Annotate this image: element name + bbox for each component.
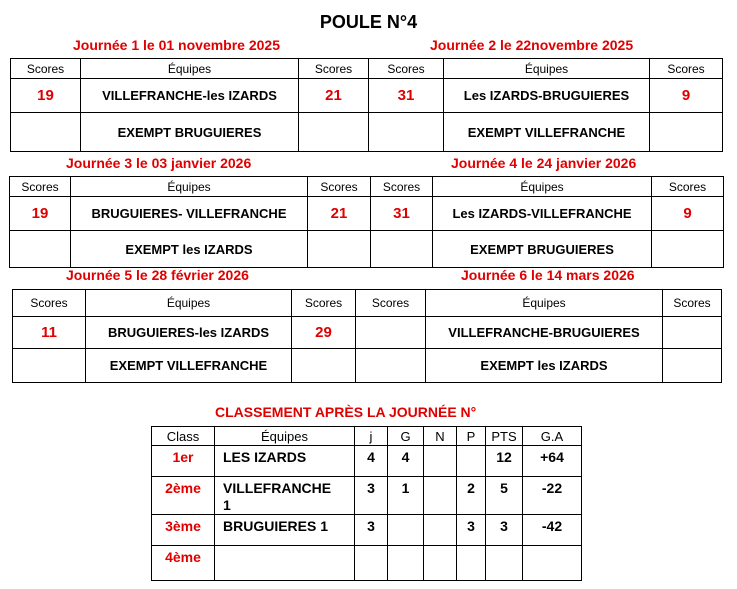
score-right: 29 (292, 317, 356, 349)
teams-header: Équipes (86, 290, 292, 317)
scores-header: Scores (369, 59, 444, 79)
team-name: VILLEFRANCHE 1 (215, 477, 355, 515)
journee-1-table (10, 58, 369, 152)
lost (457, 446, 486, 477)
exempt-team: EXEMPT les IZARDS (426, 349, 663, 383)
col-header-class: Class (152, 427, 215, 446)
points: 5 (486, 477, 523, 515)
match-teams: BRUGUIERES- VILLEFRANCHE (71, 197, 308, 231)
col-header-teams: Équipes (215, 427, 355, 446)
match-teams: Les IZARDS-BRUGUIERES (444, 79, 650, 113)
score-left: 19 (11, 79, 81, 113)
exempt-team: EXEMPT BRUGUIERES (81, 113, 299, 152)
journee-4-table (370, 176, 724, 268)
journee-3-title: Journée 3 le 03 janvier 2026 (66, 155, 252, 171)
match-teams: BRUGUIERES-les IZARDS (86, 317, 292, 349)
score-right: 9 (650, 79, 723, 113)
goal-average (523, 546, 582, 581)
points (486, 546, 523, 581)
col-header-g: G (388, 427, 424, 446)
rank: 3ème (152, 515, 215, 546)
played: 3 (355, 477, 388, 515)
exempt-team: EXEMPT VILLEFRANCHE (444, 113, 650, 152)
drawn (424, 515, 457, 546)
played (355, 546, 388, 581)
won (388, 546, 424, 581)
journee-1-title: Journée 1 le 01 novembre 2025 (73, 37, 280, 53)
won: 4 (388, 446, 424, 477)
exempt-team: EXEMPT les IZARDS (71, 231, 308, 268)
journee-6-table (355, 289, 722, 383)
exempt-team: EXEMPT BRUGUIERES (433, 231, 652, 268)
played: 4 (355, 446, 388, 477)
lost: 2 (457, 477, 486, 515)
journee-4-title: Journée 4 le 24 janvier 2026 (451, 155, 637, 171)
scores-header: Scores (652, 177, 724, 197)
match-teams: VILLEFRANCHE-BRUGUIERES (426, 317, 663, 349)
col-header-ga: G.A (523, 427, 582, 446)
rank: 1er (152, 446, 215, 477)
drawn (424, 546, 457, 581)
score-right (663, 317, 722, 349)
scores-header: Scores (371, 177, 433, 197)
classement-title: CLASSEMENT APRÈS LA JOURNÉE N° (215, 404, 477, 420)
won (388, 515, 424, 546)
col-header-n: N (424, 427, 457, 446)
team-name (215, 546, 355, 581)
teams-header: Équipes (444, 59, 650, 79)
col-header-p: P (457, 427, 486, 446)
goal-average: +64 (523, 446, 582, 477)
goal-average: -22 (523, 477, 582, 515)
page-title: POULE N°4 (319, 12, 418, 32)
scores-header: Scores (650, 59, 723, 79)
teams-header: Équipes (426, 290, 663, 317)
drawn (424, 477, 457, 515)
scores-header: Scores (10, 177, 71, 197)
goal-average: -42 (523, 515, 582, 546)
score-left: 11 (13, 317, 86, 349)
team-name: LES IZARDS (215, 446, 355, 477)
drawn (424, 446, 457, 477)
scores-header: Scores (663, 290, 722, 317)
rank: 4ème (152, 546, 215, 581)
journee-5-table (12, 289, 356, 383)
score-left: 19 (10, 197, 71, 231)
classement-table (151, 426, 582, 581)
table-row (152, 446, 582, 477)
col-header-pts: PTS (486, 427, 523, 446)
table-row (152, 546, 582, 581)
exempt-team: EXEMPT VILLEFRANCHE (86, 349, 292, 383)
journee-2-table (368, 58, 723, 152)
scores-header: Scores (11, 59, 81, 79)
table-row (152, 477, 582, 515)
scores-header: Scores (299, 59, 369, 79)
lost: 3 (457, 515, 486, 546)
score-right: 21 (299, 79, 369, 113)
points: 12 (486, 446, 523, 477)
journee-5-title: Journée 5 le 28 février 2026 (66, 267, 249, 283)
scores-header: Scores (292, 290, 356, 317)
scores-header: Scores (356, 290, 426, 317)
teams-header: Équipes (81, 59, 299, 79)
lost (457, 546, 486, 581)
journee-2-title: Journée 2 le 22novembre 2025 (430, 37, 634, 53)
points: 3 (486, 515, 523, 546)
score-left: 31 (369, 79, 444, 113)
teams-header: Équipes (433, 177, 652, 197)
rank: 2ème (152, 477, 215, 515)
table-row (152, 515, 582, 546)
teams-header: Équipes (71, 177, 308, 197)
team-name: BRUGUIERES 1 (215, 515, 355, 546)
won: 1 (388, 477, 424, 515)
played: 3 (355, 515, 388, 546)
journee-3-table (9, 176, 371, 268)
scores-header: Scores (13, 290, 86, 317)
match-teams: VILLEFRANCHE-les IZARDS (81, 79, 299, 113)
match-teams: Les IZARDS-VILLEFRANCHE (433, 197, 652, 231)
scores-header: Scores (308, 177, 371, 197)
journee-6-title: Journée 6 le 14 mars 2026 (461, 267, 635, 283)
score-right: 21 (308, 197, 371, 231)
score-right: 9 (652, 197, 724, 231)
score-left (356, 317, 426, 349)
score-left: 31 (371, 197, 433, 231)
col-header-j: j (355, 427, 388, 446)
